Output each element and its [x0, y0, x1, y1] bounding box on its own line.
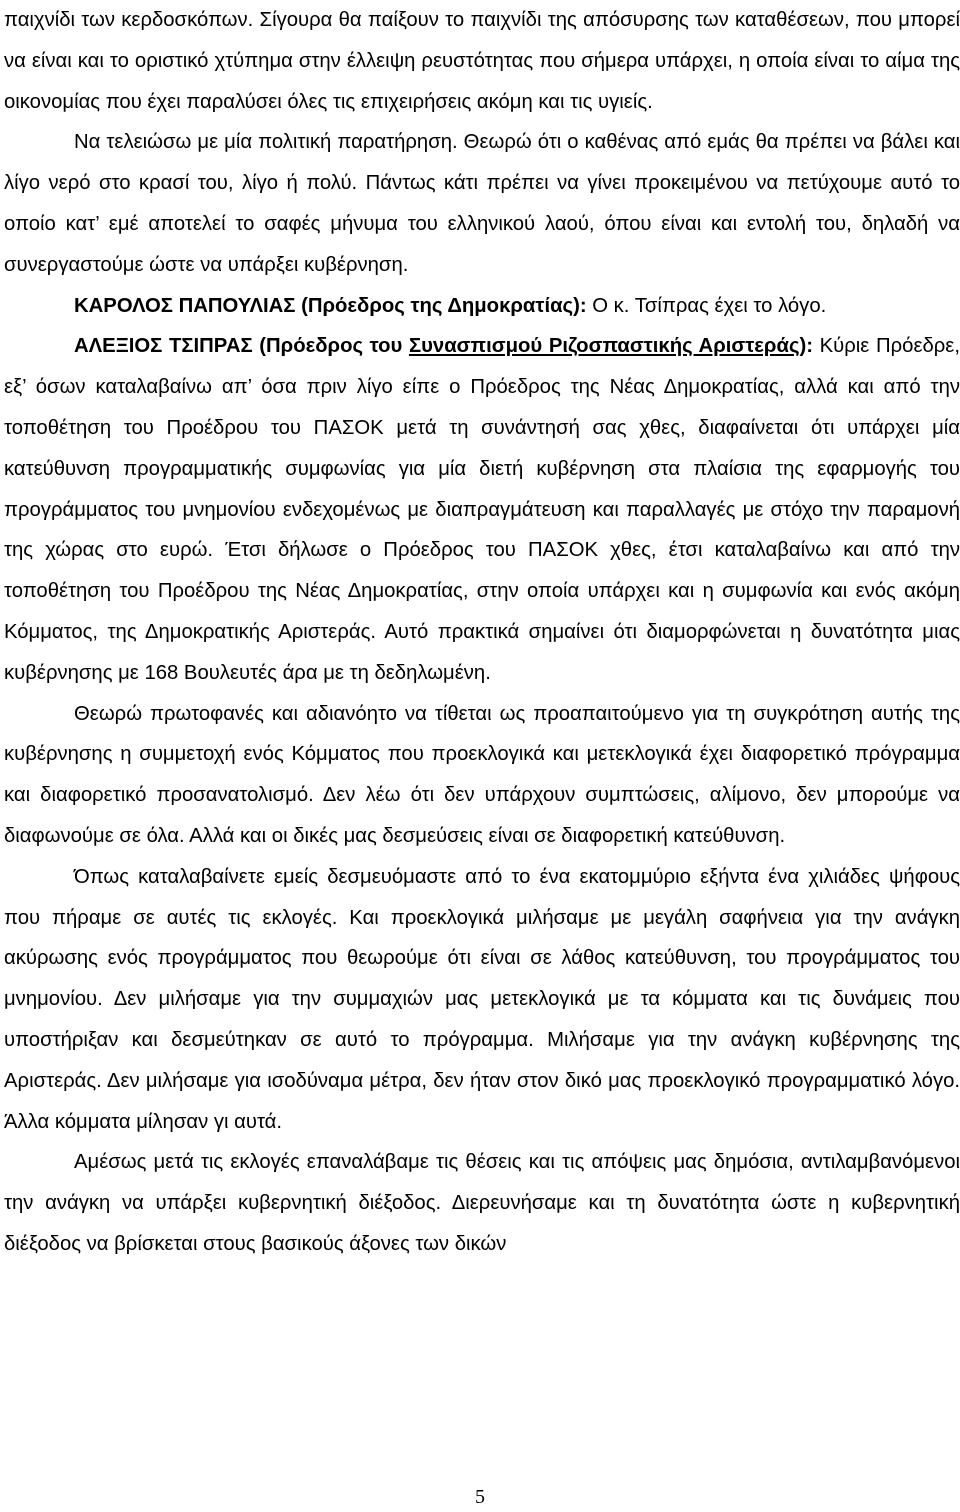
speech-text: Κύριε Πρόεδρε, εξ’ όσων καταλαβαίνω απ’ όσα πριν λίγο είπε ο Πρόεδρος της Νέας Δημοκρατίας, αλλά και από την τοποθέτηση του Προέδρου του ΠΑΣΟΚ μετά τη συνάντησή σας χθες, διαφαίνεται ότι υπάρχει μία κατεύθυνση προγραμματικής συμφωνίας για μία διετή κυβέρνηση στα πλαίσια της εφαρμογής του προγράμματος του μνημονίου ενδεχομένως με διαπραγμάτευση και παραλλαγές με στόχο την παραμονή της χώρας στο ευρώ. Έτσι δήλωσε ο Πρόεδρος του ΠΑΣΟΚ χθες, έτσι καταλαβαίνω και από την τοποθέτηση του Προέδρου της Νέας Δημοκρατίας, στην οποία υπάρχει και η συμφωνία και ενός ακόμη Κόμματος, της Δημοκρατικής Αριστεράς. Αυτό πρακτικά σημαίνει ότι διαμορφώνεται η δυνατότητα μιας κυβέρνησης με 168 Βουλευτές άρα με τη δεδηλωμένη.	[4, 335, 960, 684]
paragraph: Θεωρώ πρωτοφανές και αδιανόητο να τίθεται ως προαπαιτούμενο για τη συγκρότηση αυτής της κυβέρνησης η συμμετοχή ενός Κόμματος που προεκλογικά και μετεκλογικά έχει διαφορετικό πρόγραμμα και διαφορετικό προσανατολισμό. Δεν λέω ότι δεν υπάρχουν συμπτώσεις, αλίμονο, δεν μπορούμε να διαφωνούμε σε όλα. Αλλά και οι δικές μας δεσμεύσεις είναι σε διαφορετική κατεύθυνση.	[4, 702, 960, 847]
speaker-name: ΚΑΡΟΛΟΣ ΠΑΠΟΥΛΙΑΣ (Πρόεδρος της Δημοκρατίας):	[74, 294, 587, 317]
paragraph: Αμέσως μετά τις εκλογές επαναλάβαμε τις θέσεις και τις απόψεις μας δημόσια, αντιλαμβανόμενοι την ανάγκη να υπάρξει κυβερνητική διέξοδος. Διερευνήσαμε και τη δυνατότητα ώστε η κυβερνητική διέξοδος να βρίσκεται στους βασικούς άξονες των δικών	[4, 1151, 960, 1255]
speech-text: Ο κ. Τσίπρας έχει το λόγο.	[586, 294, 827, 317]
speech-paragraph	[4, 286, 960, 327]
document-body	[4, 0, 960, 1265]
paragraph: Να τελειώσω με μία πολιτική παρατήρηση. Θεωρώ ότι ο καθένας από εμάς θα πρέπει να βάλει και λίγο νερό στο κρασί του, λίγο ή πολύ. Πάντως κάτι πρέπει να γίνει προκειμένου να πετύχουμε αυτό το οποίο κατ’ εμέ αποτελεί το σαφές μήνυμα του ελληνικού λαού, όπου είναι και εντολή του, δηλαδή να συνεργαστούμε ώστε να υπάρξει κυβέρνηση.	[4, 131, 960, 276]
speaker-name: ΑΛΕΞΙΟΣ ΤΣΙΠΡΑΣ (Πρόεδρος του Συνασπισμού Ριζοσπαστικής Αριστεράς):	[74, 335, 814, 358]
paragraph: παιχνίδι των κερδοσκόπων. Σίγουρα θα παίξουν το παιχνίδι της απόσυρσης των καταθέσεων, που μπορεί να είναι και το οριστικό χτύπημα στην έλλειψη ρευστότητας που σήμερα υπάρχει, η οποία είναι το αίμα της οικονομίας που έχει παραλύσει όλες τις επιχειρήσεις ακόμη και τις υγιείς.	[4, 9, 960, 113]
paragraph: Όπως καταλαβαίνετε εμείς δεσμευόμαστε από το ένα εκατομμύριο εξήντα ένα χιλιάδες ψήφους που πήραμε σε αυτές τις εκλογές. Και προεκλογικά μιλήσαμε με μεγάλη σαφήνεια για την ανάγκη ακύρωσης ενός προγράμματος που θεωρούμε ότι είναι σε λάθος κατεύθυνση, του προγράμματος του μνημονίου. Δεν μιλήσαμε για την συμμαχιών μας μετεκλογικά με τα κόμματα και τις δυνάμεις που υποστήριξαν και δεσμεύτηκαν σε αυτό το πρόγραμμα. Μιλήσαμε για την ανάγκη κυβέρνησης της Αριστεράς. Δεν μιλήσαμε για ισοδύναμα μέτρα, δεν ήταν στον δικό μας προεκλογικό προγραμματικό λόγο. Άλλα κόμματα μίλησαν γι αυτά.	[4, 865, 960, 1133]
speech-paragraph	[4, 326, 960, 693]
page-number: 5	[475, 1486, 485, 1508]
